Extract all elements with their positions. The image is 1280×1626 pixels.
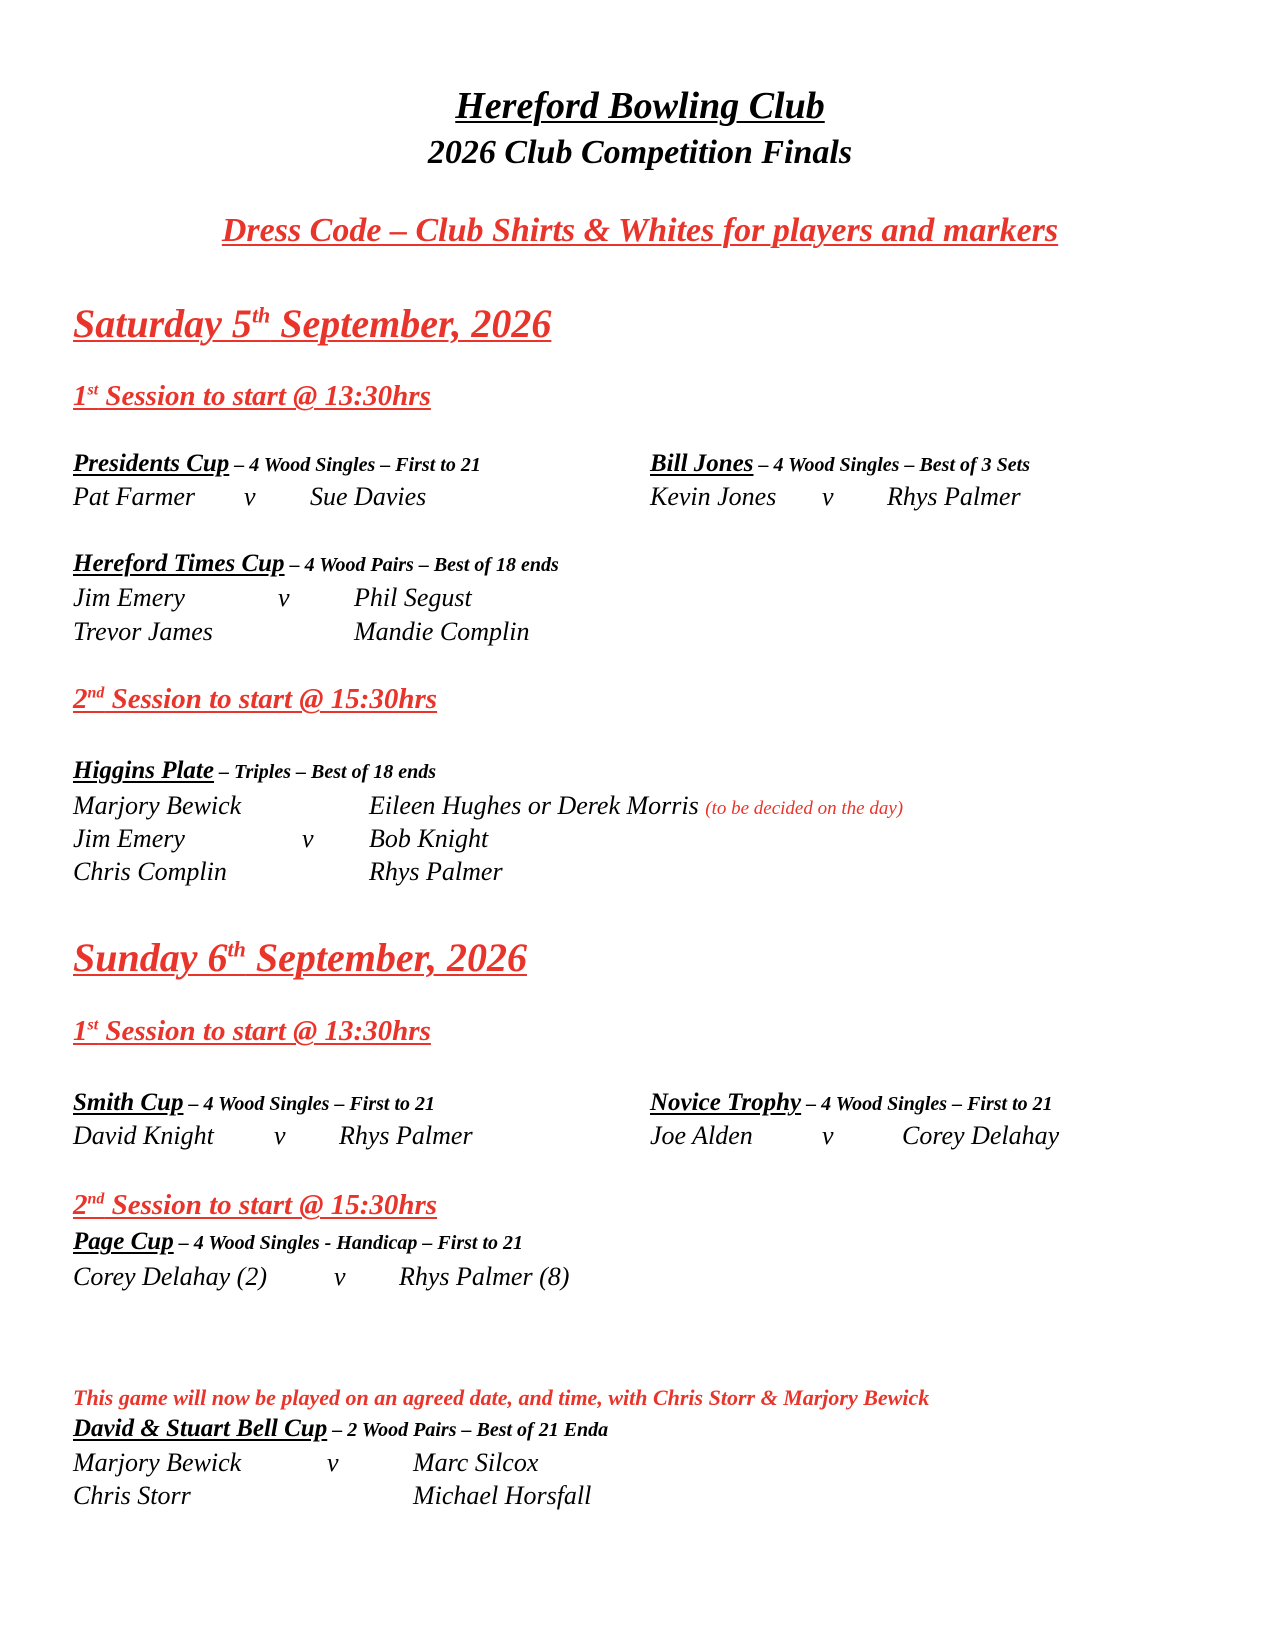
novice-player-2: Corey Delahay: [902, 1121, 1060, 1150]
smith-player-2: Rhys Palmer: [339, 1121, 473, 1150]
novice-trophy-title: Novice Trophy – 4 Wood Singles – First to 21: [650, 1089, 1053, 1116]
higgins-decision-note: (to be decided on the day): [705, 798, 904, 819]
presidents-cup-title: Presidents Cup – 4 Wood Singles – First to 21: [73, 450, 481, 477]
bell-team-b-player-1: Marc Silcox: [413, 1448, 539, 1477]
bill-jones-title: Bill Jones – 4 Wood Singles – Best of 3 Sets: [650, 450, 1031, 477]
bell-cup-title: David & Stuart Bell Cup – 2 Wood Pairs – Best of 21 Enda: [73, 1415, 609, 1442]
dress-code: Dress Code – Club Shirts & Whites for players and markers: [221, 212, 1059, 249]
presidents-versus: v: [244, 482, 256, 511]
higgins-team-b-player-3: Rhys Palmer: [369, 857, 503, 886]
presidents-player-1: Pat Farmer: [73, 482, 196, 511]
bell-team-a-player-1: Marjory Bewick: [73, 1448, 242, 1477]
hereford-times-cup-title: Hereford Times Cup – 4 Wood Pairs – Best of 18 ends: [73, 550, 559, 577]
smith-cup-title: Smith Cup – 4 Wood Singles – First to 21: [73, 1089, 436, 1116]
hereford-times-team-b-player-2: Mandie Complin: [354, 617, 530, 646]
bill-jones-player-2: Rhys Palmer: [887, 482, 1021, 511]
saturday-session-1-heading: 1st Session to start @ 13:30hrs: [73, 380, 431, 412]
hereford-times-team-a-player-1: Jim Emery: [73, 583, 185, 612]
hereford-times-versus: v: [278, 583, 290, 612]
hereford-times-team-b-player-1: Phil Segust: [354, 583, 472, 612]
bell-team-b-player-2: Michael Horsfall: [413, 1481, 592, 1510]
page-subtitle: 2026 Club Competition Finals: [427, 134, 853, 171]
sunday-session-2-heading: 2nd Session to start @ 15:30hrs: [73, 1189, 438, 1221]
hereford-times-team-a-player-2: Trevor James: [73, 617, 213, 646]
page-title: Hereford Bowling Club: [455, 85, 825, 127]
bell-cup-notice: This game will now be played on an agreed date, and time, with Chris Storr & Marjory Bewick: [73, 1385, 930, 1410]
page-versus: v: [334, 1262, 346, 1291]
smith-versus: v: [274, 1121, 286, 1150]
smith-player-1: David Knight: [73, 1121, 214, 1150]
novice-player-1: Joe Alden: [650, 1121, 753, 1150]
higgins-team-a-player-2: Jim Emery: [73, 824, 185, 853]
higgins-team-a-player-1: Marjory Bewick: [73, 791, 242, 820]
bill-jones-versus: v: [822, 482, 834, 511]
sunday-session-1-heading: 1st Session to start @ 13:30hrs: [73, 1015, 431, 1047]
novice-versus: v: [822, 1121, 834, 1150]
bill-jones-player-1: Kevin Jones: [650, 482, 777, 511]
saturday-session-2-heading: 2nd Session to start @ 15:30hrs: [73, 683, 438, 715]
higgins-team-b-player-2: Bob Knight: [369, 824, 489, 853]
saturday-heading: Saturday 5th September, 2026: [73, 301, 552, 346]
presidents-player-2: Sue Davies: [310, 482, 427, 511]
higgins-team-a-player-3: Chris Complin: [73, 857, 227, 886]
higgins-versus: v: [302, 824, 314, 853]
bell-team-a-player-2: Chris Storr: [73, 1481, 191, 1510]
higgins-team-b-player-1: Eileen Hughes or Derek Morris (to be decided on the day): [369, 791, 904, 820]
sunday-heading: Sunday 6th September, 2026: [73, 935, 527, 980]
page-player-2: Rhys Palmer (8): [399, 1262, 570, 1291]
page-cup-title: Page Cup – 4 Wood Singles - Handicap – First to 21: [73, 1228, 524, 1255]
higgins-plate-title: Higgins Plate – Triples – Best of 18 ends: [73, 757, 437, 784]
page-player-1: Corey Delahay (2): [73, 1262, 267, 1291]
bell-versus: v: [327, 1448, 339, 1477]
